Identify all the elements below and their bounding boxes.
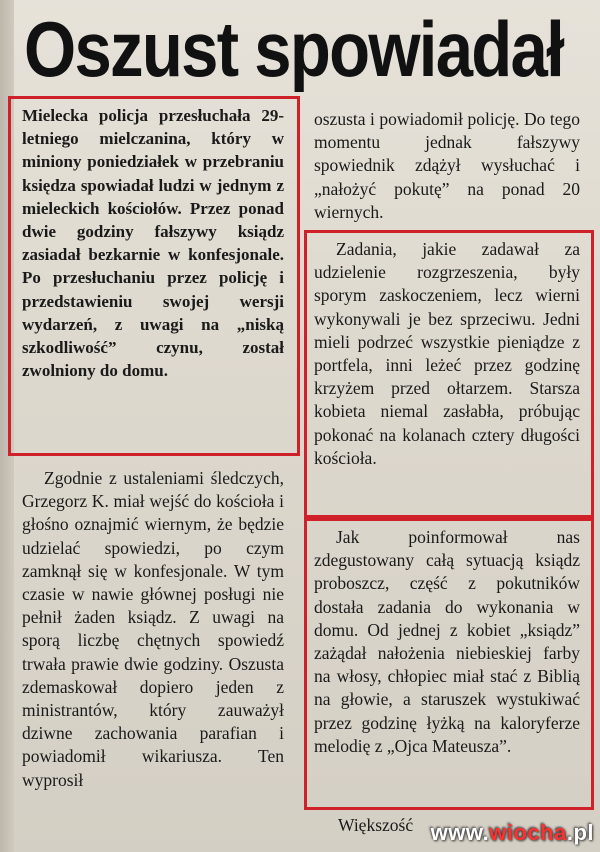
left-body-text: Zgodnie z ustaleniami śledczych, Grzegorz K. miał wejść do kościoła i głośno oznajmić wiernym, że będzie udzielać spowiedzi, po czym zamknął się w konfesjonale. W tym czasie w nawie głównej posługi nie pełnił żaden ksiądz. Z uwagi na sporą liczbę chętnych spowiedź trwała prawie dwie godziny. Oszusta zdemaskował dopiero jeden z ministrantów, który zauważył dziwne zachowania parafian i powiadomił wikariusza. Ten wyprosił [22,468,284,790]
left-body-paragraph [22,467,284,792]
watermark-prefix: www. [430,820,490,845]
watermark-brand: wiocha [489,820,567,845]
right-top-paragraph [314,108,580,232]
right-top-text: oszusta i powiadomił policję. Do tego momentu jednak fałszywy spowiednik zdążył wysłuchać i „nałożyć pokutę” na ponad 20 wiernych. [314,109,580,222]
highlight-box-penance [304,518,594,810]
watermark-suffix: .pl [566,820,594,845]
lead-text: Mielecka policja przesłuchała 29-letniego mielczanina, który w miniony poniedziałek w przebraniu księdza spowiadał ludzi w jednym z mieleckich kościołów. Przez ponad dwie godziny fałszywy ksiądz zasiadał bezkarnie w konfesjonale. Po przesłuchaniu przez policję i przedstawieniu swojej wersji wydarzeń, z uwagi na „niską szkodliwość” czynu, został zwolniony do domu. [22,106,284,381]
right-low-text: Jak poinformował nas zdegustowany całą sytuacją ksiądz proboszcz, część z pokutników dostała zadania do wykonania w domu. Od jednej z kobiet „ksiądz” zażądał nałożenia niebieskiej farby na włosy, chłopiec miał stać z Biblią na głowie, a staruszek wystukiwać przez godzinę łyżką na kaloryferze melodię z „Ojca Mateusza”. [314,527,580,756]
watermark [431,820,594,846]
right-tail-text: Większość [338,815,414,835]
highlight-box-tasks [304,230,594,518]
highlight-box-lead [8,96,300,456]
headline: Oszust spowiadał [24,5,564,93]
right-mid-text: Zadania, jakie zadawał za udzielenie rozgrzeszenia, były sporym zaskoczeniem, lecz wierni wykonywali je bez sprzeciwu. Jedni mieli podrzeć wszystkie pieniądze z portfela, inni leżeć przez godzinę krzyżem przed ołtarzem. Starsza kobieta niemal zasłabła, próbując pokonać na kolanach cztery długości kościoła. [314,239,580,468]
